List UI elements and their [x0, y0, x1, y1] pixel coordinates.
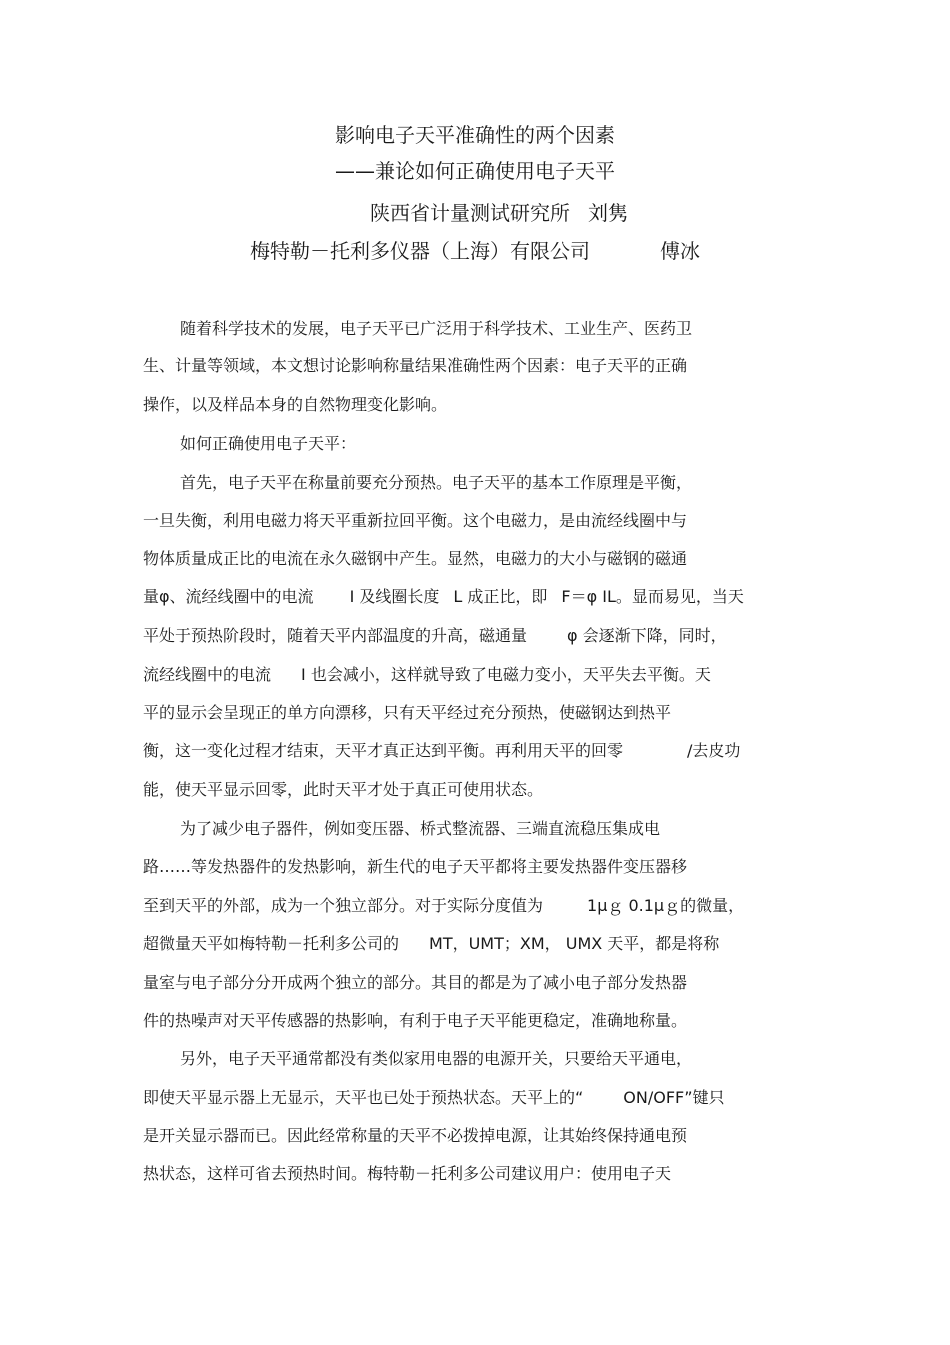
text-run: 衡，这一变化过程才结束，天平才真正达到平衡。再利用天平的回零	[143, 741, 624, 760]
author2-name: 傅冰	[660, 239, 700, 263]
body-line	[180, 472, 692, 494]
body-line	[143, 933, 719, 955]
body-line	[180, 818, 660, 840]
author2-org: 梅特勒－托利多仪器（上海）有限公司	[250, 239, 590, 263]
text-run: 平的显示会呈现正的单方向漂移，只有天平经过充分预热，使磁钢达到热平	[143, 703, 672, 722]
text-run: MT，UMT；XM， UMX 天平，都是将称	[429, 934, 720, 953]
text-run: 随着科学技术的发展，电子天平已广泛用于科学技术、工业生产、医药卫	[180, 319, 693, 338]
text-run: 至到天平的外部，成为一个独立部分。对于实际分度值为	[143, 896, 544, 915]
body-line	[143, 856, 687, 878]
body-line	[180, 318, 692, 340]
text-run: 路……等发热器件的发热影响，新生代的电子天平都将主要发热器件变压器移	[143, 857, 688, 876]
text-run: 物体质量成正比的电流在永久磁钢中产生。显然，电磁力的大小与磁钢的磁通	[143, 549, 688, 568]
body-line	[180, 433, 356, 455]
text-run: 为了减少电子器件，例如变压器、桥式整流器、三端直流稳压集成电	[180, 819, 661, 838]
text-run: 平处于预热阶段时，随着天平内部温度的升高，磁通量	[143, 626, 528, 645]
text-run: 另外，电子天平通常都没有类似家用电器的电源开关，只要给天平通电，	[180, 1049, 693, 1068]
body-line	[143, 702, 671, 724]
text-run: 是开关显示器而已。因此经常称量的天平不必拨掉电源，让其始终保持通电预	[143, 1126, 688, 1145]
text-run: 操作，以及样品本身的自然物理变化影响。	[143, 395, 448, 414]
body-line	[143, 1163, 671, 1185]
body-line	[143, 1125, 687, 1147]
body-line	[143, 895, 744, 917]
body-line	[143, 510, 687, 532]
body-line	[143, 394, 447, 416]
body-line	[143, 586, 744, 608]
text-run: 1μｇ 0.1μｇ的微量，	[587, 896, 745, 915]
text-run: L 成正比，即	[453, 587, 548, 606]
text-run: 首先，电子天平在称量前要充分预热。电子天平的基本工作原理是平衡，	[180, 473, 693, 492]
text-run: ON/OFF”键只	[623, 1088, 725, 1107]
text-run: 能，使天平显示回零，此时天平才处于真正可使用状态。	[143, 780, 544, 799]
text-run: 生、计量等领域，本文想讨论影响称量结果准确性两个因素：电子天平的正确	[143, 356, 688, 375]
author1-name: 刘隽	[588, 201, 628, 225]
text-run: I 也会减小，这样就导致了电磁力变小，天平失去平衡。天	[301, 665, 711, 684]
text-run: 热状态，这样可省去预热时间。梅特勒－托利多公司建议用户：使用电子天	[143, 1164, 672, 1183]
body-line	[143, 972, 687, 994]
title-main: 影响电子天平准确性的两个因素	[335, 123, 615, 147]
document-title	[0, 122, 950, 148]
body-line	[143, 664, 711, 686]
body-line	[143, 625, 727, 647]
text-run: /去皮功	[687, 741, 741, 760]
text-run: 超微量天平如梅特勒－托利多公司的	[143, 934, 400, 953]
text-run: I 及线圈长度	[349, 587, 440, 606]
body-line	[143, 1010, 687, 1032]
author1-org: 陕西省计量测试研究所	[370, 201, 570, 225]
title-sub: ——兼论如何正确使用电子天平	[335, 159, 615, 183]
body-line	[143, 355, 687, 377]
text-run: 一旦失衡，利用电磁力将天平重新拉回平衡。这个电磁力，是由流经线圈中与	[143, 511, 688, 530]
text-run: 量φ、流经线圈中的电流	[143, 587, 314, 606]
text-run: 即使天平显示器上无显示，天平也已处于预热状态。天平上的“	[143, 1088, 584, 1107]
text-run: 如何正确使用电子天平：	[180, 434, 357, 453]
text-run: F＝φ IL。显而易见，当天	[561, 587, 744, 606]
author-line-1	[0, 200, 950, 226]
document-subtitle	[0, 158, 950, 184]
text-run: 流经线圈中的电流	[143, 665, 272, 684]
text-run: 量室与电子部分分开成两个独立的部分。其目的都是为了减小电子部分发热器	[143, 973, 688, 992]
body-line	[143, 740, 740, 762]
text-run: φ 会逐渐下降，同时，	[567, 626, 727, 645]
author-line-2	[0, 238, 950, 264]
body-line	[143, 779, 543, 801]
body-line	[180, 1048, 692, 1070]
text-run: 件的热噪声对天平传感器的热影响，有利于电子天平能更稳定，准确地称量。	[143, 1011, 688, 1030]
body-line	[143, 1087, 725, 1109]
body-line	[143, 548, 687, 570]
